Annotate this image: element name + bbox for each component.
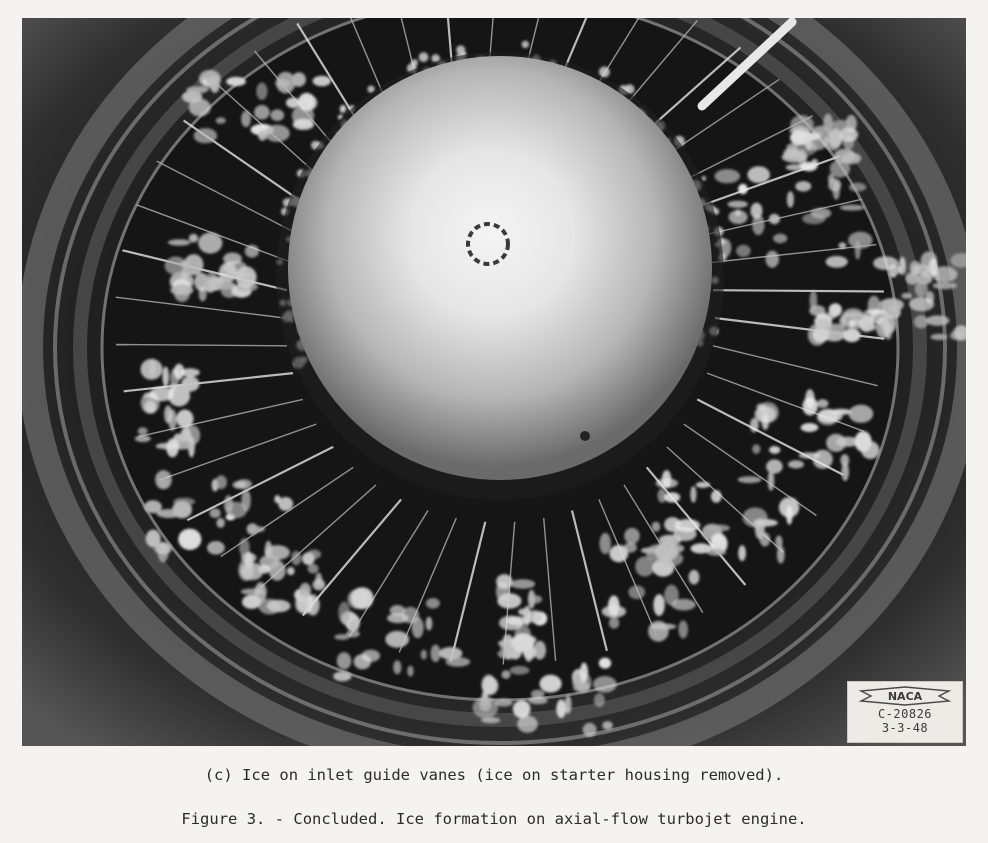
- ice-lump: [843, 329, 861, 342]
- ice-lump: [241, 563, 264, 581]
- ice-lump: [652, 522, 661, 532]
- ice-lump: [624, 543, 637, 553]
- ice-lump: [513, 700, 531, 718]
- ice-lump: [811, 159, 818, 168]
- ice-lump: [933, 282, 958, 289]
- ice-lump: [206, 73, 221, 86]
- engine-inlet-photo: [22, 18, 966, 746]
- ice-lump: [346, 630, 360, 637]
- ice-lump: [385, 631, 409, 648]
- ice-lump: [168, 409, 176, 431]
- ice-lump: [295, 594, 310, 614]
- guide-vane: [713, 290, 884, 291]
- ice-lump: [313, 76, 331, 87]
- ice-lump: [215, 475, 227, 489]
- ice-lump: [270, 109, 284, 121]
- ice-lump: [929, 258, 938, 275]
- ice-lump: [775, 535, 782, 548]
- rime-speck: [522, 41, 529, 48]
- ice-lump: [855, 240, 861, 259]
- ice-lump: [166, 438, 178, 457]
- ice-lump: [256, 83, 267, 100]
- ice-lump: [868, 309, 885, 315]
- ice-lump: [226, 502, 247, 518]
- ice-lump: [210, 508, 221, 518]
- ice-lump: [236, 266, 257, 288]
- ice-lump: [766, 459, 783, 473]
- ice-lump: [715, 169, 741, 183]
- ice-lump: [232, 481, 246, 489]
- ice-lump: [810, 290, 818, 311]
- ice-lump: [829, 303, 842, 316]
- ice-lump: [834, 149, 856, 164]
- ice-lump: [914, 315, 928, 328]
- ice-lump: [671, 599, 695, 611]
- ice-lump: [600, 533, 611, 554]
- ice-lump: [655, 542, 678, 561]
- ice-lump: [217, 518, 225, 528]
- ice-lump: [186, 86, 209, 93]
- ice-lump: [828, 178, 841, 191]
- ice-lump: [849, 183, 866, 192]
- ice-lump: [651, 624, 676, 630]
- ice-lump: [556, 700, 566, 719]
- ice-lump: [602, 721, 613, 730]
- ice-lump: [753, 519, 778, 527]
- ice-lump: [259, 599, 281, 615]
- ice-lump: [738, 184, 748, 194]
- ice-lump: [624, 528, 640, 544]
- ice-lump: [482, 675, 497, 695]
- starter-housing-hub: [288, 56, 712, 480]
- ice-lump: [276, 72, 295, 94]
- ice-lump: [729, 210, 748, 224]
- ice-lump: [594, 693, 605, 707]
- ice-lump: [481, 717, 500, 723]
- ice-lump: [801, 423, 819, 432]
- ice-lump: [573, 684, 585, 692]
- ice-lump: [144, 400, 156, 413]
- ice-lump: [802, 213, 826, 224]
- ice-lump: [783, 148, 801, 157]
- ice-lump: [873, 256, 898, 270]
- ice-lump: [226, 77, 246, 86]
- ice-lump: [855, 431, 872, 452]
- ice-lump: [762, 414, 769, 430]
- ice-lump: [815, 317, 832, 336]
- ice-lump: [162, 366, 169, 387]
- ice-lump: [912, 264, 931, 274]
- ice-lump: [752, 444, 760, 454]
- ice-lump: [308, 564, 319, 574]
- ice-lump: [795, 181, 811, 191]
- svg-text:NACA: NACA: [887, 690, 923, 703]
- ice-lump: [135, 435, 151, 442]
- ice-lump: [292, 72, 306, 87]
- ice-lump: [439, 647, 462, 660]
- rime-speck: [456, 45, 465, 54]
- ice-lump: [245, 245, 259, 258]
- ice-lump: [803, 132, 828, 151]
- ice-lump: [291, 551, 301, 565]
- ice-lump: [247, 523, 258, 535]
- ice-lump: [926, 315, 949, 325]
- ice-lump: [738, 545, 746, 561]
- ice-lump: [174, 364, 185, 380]
- ice-lump: [528, 590, 535, 609]
- ice-lump: [840, 205, 865, 211]
- ice-lump: [307, 550, 321, 560]
- ice-lump: [426, 598, 440, 609]
- ice-lump: [421, 650, 427, 660]
- ice-lump: [750, 418, 759, 432]
- ice-lump: [146, 530, 161, 548]
- hub-mark: [580, 431, 590, 441]
- ice-lump: [901, 293, 912, 299]
- ice-lump: [839, 242, 847, 248]
- ice-lump: [751, 203, 763, 219]
- ice-lump: [826, 256, 848, 268]
- ice-lump: [496, 574, 512, 589]
- ice-lump: [393, 660, 401, 674]
- ice-lump: [909, 297, 934, 311]
- ice-lump: [593, 676, 617, 693]
- ice-lump: [602, 605, 626, 617]
- ice-lump: [696, 482, 710, 488]
- ice-lump: [769, 446, 780, 454]
- ice-lump: [865, 323, 876, 330]
- ice-lump: [144, 500, 162, 513]
- ice-lump: [787, 191, 794, 208]
- ice-lump: [788, 460, 804, 468]
- ice-lump: [333, 671, 351, 681]
- ice-lump: [216, 117, 226, 124]
- ice-lump: [241, 589, 264, 595]
- ice-lump: [174, 284, 190, 302]
- ice-lump: [664, 517, 681, 532]
- ice-lump: [849, 405, 874, 423]
- ice-lump: [841, 462, 849, 481]
- ice-lump: [518, 609, 527, 616]
- engine-inlet-photo-drawing: [22, 18, 966, 746]
- ice-lump: [736, 245, 751, 257]
- naca-stamp: [847, 681, 963, 743]
- ice-lump: [189, 99, 211, 117]
- ice-lump: [338, 602, 350, 624]
- rime-speck: [419, 52, 429, 62]
- ice-lump: [207, 541, 225, 555]
- ice-lump: [337, 652, 352, 669]
- ice-lump: [849, 320, 856, 328]
- ice-lump: [426, 617, 433, 631]
- ice-lump: [690, 486, 696, 503]
- ice-lump: [158, 542, 169, 562]
- ice-lump: [293, 119, 314, 130]
- ice-lump: [664, 492, 680, 502]
- ice-lump: [656, 478, 678, 488]
- ice-lump: [839, 316, 847, 327]
- ice-lump: [286, 98, 300, 109]
- ice-lump: [817, 399, 828, 408]
- ice-lump: [352, 618, 360, 631]
- ice-lump: [176, 410, 193, 429]
- ice-lump: [931, 334, 948, 340]
- ice-lump: [198, 232, 222, 253]
- ice-lump: [512, 633, 535, 652]
- ice-lump: [150, 359, 156, 377]
- ice-lump: [773, 234, 787, 244]
- ice-lump: [387, 613, 409, 623]
- ice-lump: [150, 387, 174, 401]
- figure-caption: Figure 3. - Concluded. Ice formation on axial-flow turbojet engine.: [181, 810, 807, 828]
- ice-lump: [653, 594, 664, 616]
- ice-lump: [899, 257, 906, 275]
- ice-lump: [769, 214, 780, 224]
- ice-lump: [881, 315, 896, 334]
- ice-lump: [407, 666, 413, 677]
- ice-lump: [138, 427, 148, 435]
- ice-lump: [189, 234, 198, 243]
- negative-number: C-20826: [877, 707, 933, 721]
- ice-lump: [831, 409, 851, 415]
- ice-lump: [728, 201, 748, 208]
- ice-lump: [689, 570, 700, 585]
- ice-lump: [799, 452, 821, 458]
- ice-lump: [540, 675, 562, 693]
- ice-lump: [583, 723, 597, 737]
- ice-lump: [580, 663, 588, 683]
- photo-date: 3-3-48: [881, 721, 929, 735]
- ice-lump: [786, 505, 792, 525]
- ice-lump: [528, 697, 548, 705]
- ice-lump: [609, 617, 619, 629]
- ice-lump: [254, 105, 270, 120]
- ice-lump: [181, 376, 199, 391]
- ice-lump: [711, 490, 722, 503]
- rime-speck: [340, 105, 346, 111]
- ice-lump: [159, 478, 169, 489]
- ice-lump: [168, 239, 191, 245]
- ice-lump: [502, 670, 511, 679]
- ice-lump: [510, 666, 530, 675]
- ice-lump: [173, 498, 195, 506]
- ice-lump: [274, 495, 280, 503]
- ice-lump: [665, 535, 678, 541]
- ice-lump: [510, 579, 535, 589]
- ice-lump: [265, 125, 290, 142]
- ice-lump: [199, 287, 207, 301]
- ice-lump: [180, 261, 190, 268]
- ice-lump: [517, 716, 538, 733]
- ice-lump: [499, 616, 523, 631]
- figure-subcaption: (c) Ice on inlet guide vanes (ice on starter housing removed).: [204, 766, 784, 784]
- ice-lump: [747, 166, 770, 183]
- naca-logo: [857, 685, 953, 707]
- ice-lump: [287, 567, 295, 575]
- ice-lump: [840, 128, 858, 142]
- ice-lump: [473, 697, 499, 719]
- ice-lump: [766, 251, 779, 268]
- ice-lump: [194, 128, 217, 143]
- ice-lump: [813, 450, 833, 469]
- ice-lump: [802, 397, 817, 415]
- ice-lump: [362, 650, 381, 662]
- ice-lump: [950, 331, 964, 340]
- rime-speck: [411, 59, 418, 66]
- ice-lump: [678, 621, 688, 639]
- ice-lump: [298, 93, 315, 111]
- ice-lump: [412, 617, 424, 638]
- ice-lump: [738, 476, 762, 483]
- ice-lump: [258, 130, 267, 141]
- ice-lump: [241, 111, 251, 127]
- ice-lump: [348, 589, 369, 609]
- ice-lump: [178, 529, 201, 550]
- ice-lump: [628, 585, 645, 599]
- ice-lump: [599, 658, 611, 669]
- ice-lump: [313, 579, 326, 590]
- ice-lump: [691, 543, 712, 553]
